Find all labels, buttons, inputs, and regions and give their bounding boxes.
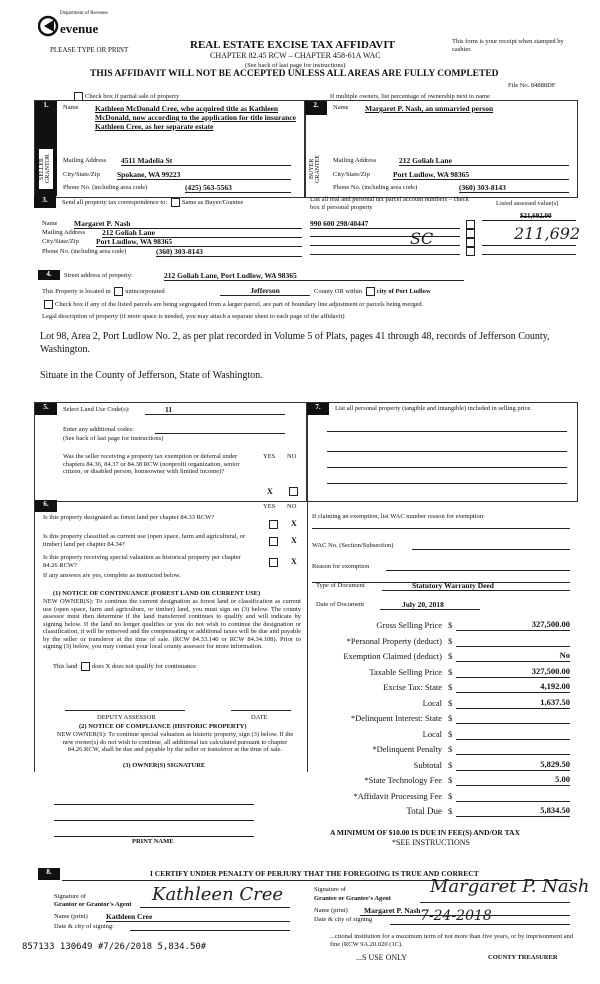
receipt-note: This form is your receipt when stamped by cashier. <box>452 38 564 53</box>
seller-phone-value: (425) 563-5563 <box>185 183 291 193</box>
grantee-sig-label-1: Signature of <box>314 886 346 893</box>
pp-line-4 <box>327 483 567 484</box>
form-chapter: CHAPTER 82.45 RCW – CHAPTER 458-61A WAC <box>210 51 381 60</box>
fee-row <box>306 773 574 789</box>
handwritten-initials: SC <box>410 229 434 248</box>
correspondence-label: Send all property tax correspondence to: <box>62 198 168 206</box>
city-of-label: city of Port Ludlow <box>376 287 431 295</box>
unincorporated-checkbox[interactable] <box>114 287 123 296</box>
fee-value: 1,637.50 <box>456 697 570 709</box>
seller-name-label: Name <box>63 104 79 111</box>
owner-signature-label: (3) OWNER(S) SIGNATURE <box>123 762 206 769</box>
file-number: File No. 84888DF <box>508 82 556 89</box>
section4-number: 4. <box>38 270 60 280</box>
land-use-value: 11 <box>145 405 285 415</box>
s6-no: NO <box>287 503 297 510</box>
seller-city-value: Spokane, WA 99223 <box>117 170 291 180</box>
q2-yes-checkbox[interactable] <box>269 537 278 546</box>
grantee-name-label: Name (print) <box>314 907 348 914</box>
fee-row <box>306 680 574 696</box>
buyer-vertical-label: BUYER GRANTEE <box>309 155 321 183</box>
forest-section <box>34 500 308 772</box>
fee-currency: $ <box>448 728 453 739</box>
correspondence-section <box>34 196 581 258</box>
exemption-line-1 <box>312 528 570 529</box>
fee-label: Gross Selling Price <box>376 620 442 630</box>
same-as-buyer-label: Same as Buyer/Grantee <box>181 198 244 206</box>
fee-value <box>456 635 570 647</box>
city-checkbox[interactable] <box>366 287 375 296</box>
fee-label: Local <box>422 697 442 708</box>
q2-no-mark: X <box>291 536 297 545</box>
fee-label: Total Due <box>406 806 442 816</box>
grantor-sig-label-1: Signature of <box>54 893 86 900</box>
fee-currency: $ <box>448 775 453 785</box>
fee-value: 327,500.00 <box>456 619 570 631</box>
seller-name-value: Kathleen McDonald Cree, who acquired title as Kathleen McDonald, now according to the application for title insurance Kathleen Cree, as her separate estate <box>95 104 296 131</box>
s3-phone-label: Phone No. (including area code) <box>42 248 127 255</box>
form-notice: THIS AFFIDAVIT WILL NOT BE ACCEPTED UNLESS ALL AREAS ARE FULLY COMPLETED <box>90 69 499 79</box>
q1-no-mark: X <box>291 519 297 528</box>
s3-name-label: Name <box>42 220 58 227</box>
notice2-text: NEW OWNER(S): To continue special valuation as historic property, sign (3) below. If the new owner(s) do not wish to continue, all additional tax calculated pursuant to chapter 84.26 RCW, shall be due and payable by the seller or transferor at the time of sale. <box>56 731 294 753</box>
exemption-label: If claiming an exemption, list WAC number reason for exemption: <box>312 513 485 520</box>
logo-caption: Department of Revenue <box>60 11 108 16</box>
unincorporated-label: unincorporated <box>125 287 165 295</box>
perjury-note: ...ctional institution for a maximum term of not more than five years, or by imprisonment and fine (RCW 9A.20.020 (1C). <box>330 933 574 948</box>
grantee-date-value: 7-24-2018 <box>420 908 492 924</box>
minimum-note: A MINIMUM OF $10.00 IS DUE IN FEE(S) AND/OR TAX <box>330 828 520 837</box>
does-checkbox[interactable] <box>81 662 90 671</box>
fee-value <box>456 790 570 802</box>
wac-line <box>412 549 570 550</box>
certify-statement: I CERTIFY UNDER PENALTY OF PERJURY THAT THE FOREGOING IS TRUE AND CORRECT <box>150 869 479 878</box>
parcel-line-2 <box>310 236 460 237</box>
fee-label: *Affidavit Processing Fee <box>353 790 442 801</box>
fee-currency: $ <box>448 744 453 754</box>
s3-name-value: Margaret P. Nash <box>74 219 302 229</box>
partial-sale-label: Check box if partial sale of property <box>85 92 180 100</box>
pp-line-2 <box>327 451 567 452</box>
fee-value: 5,829.50 <box>456 759 570 771</box>
handwritten-assessed: 211,692 <box>514 224 581 243</box>
grantee-date-label: Date & city of signing <box>314 916 373 923</box>
fee-label: Local <box>422 728 442 739</box>
form-title: REAL ESTATE EXCISE TAX AFFIDAVIT <box>190 39 395 51</box>
svg-text:evenue: evenue <box>60 21 98 36</box>
grantee-date-line <box>390 924 570 925</box>
fee-label: *Delinquent Penalty <box>372 744 442 754</box>
assessed-struck-value: $21,692.00 <box>520 212 552 220</box>
fee-currency: $ <box>448 651 453 661</box>
seller-phone-label: Phone No. (including area code) <box>63 184 148 191</box>
fee-currency: $ <box>448 682 453 692</box>
form-instructions: (See back of last page for instructions) <box>245 62 346 69</box>
fee-value: 5.00 <box>456 774 570 786</box>
deputy-line <box>65 710 185 711</box>
street-label: Street address of property: <box>64 272 133 279</box>
continuance-row <box>53 662 196 671</box>
fee-row <box>306 634 574 650</box>
county-or-label: County OR within <box>314 287 363 295</box>
does-not-label: X does not qualify for continuance <box>105 662 196 670</box>
legal-description: Lot 98, Area 2, Port Ludlow No. 2, as per plat recorded in Volume 5 of Plats, pages 41 through 48, records of Jefferson County, Washington. <box>40 331 550 355</box>
parcel-line-4 <box>310 254 460 255</box>
owner-sig-line-2 <box>54 820 254 821</box>
fee-label: Subtotal <box>413 759 442 770</box>
reason-line <box>386 570 570 571</box>
county-treasurer-label: COUNTY TREASURER <box>488 954 558 961</box>
q3-no-mark: X <box>291 557 297 566</box>
buyer-mailing-value: 212 Goliah Lane <box>399 156 569 166</box>
grantor-sig-line <box>140 907 290 908</box>
doc-date-label: Date of Document <box>316 601 365 608</box>
section6-number: 6. <box>35 500 57 512</box>
wac-label: WAC No. (Section/Subsection) <box>312 542 394 549</box>
deputy-date: DATE <box>251 714 268 721</box>
fee-row <box>306 618 574 634</box>
land-use-section <box>34 402 308 502</box>
fee-currency: $ <box>448 635 453 646</box>
fee-currency: $ <box>448 666 453 677</box>
seller-vertical-label: SELLER GRANTOR <box>39 149 53 189</box>
property-section <box>34 270 576 390</box>
s6-q2: Is this property classified as current use (open space, farm and agricultural, or timber) land per chapter 84.34? <box>43 533 246 548</box>
buyer-phone-value: (360) 303-8143 <box>459 183 569 193</box>
print-name-line <box>54 836 254 837</box>
grantee-name-value: Margaret P. Nash <box>360 906 570 916</box>
assessed-line-3 <box>482 254 576 255</box>
additional-codes-note: (See back of last page for instructions) <box>63 435 164 442</box>
s5-no-checkbox[interactable] <box>289 487 298 496</box>
owner-sig-line-1 <box>54 804 254 805</box>
personal-property-section <box>306 402 578 502</box>
fee-currency: $ <box>448 697 453 708</box>
parcel-2-checkbox[interactable] <box>466 229 475 238</box>
buyer-city-value: Port Ludlow, WA 98365 <box>393 170 569 180</box>
parcel-3-checkbox[interactable] <box>466 238 475 247</box>
use-only-label: ...S USE ONLY <box>356 953 407 962</box>
fee-label: Exemption Claimed (deduct) <box>343 651 442 661</box>
pp-line-3 <box>327 467 567 468</box>
doc-type-value: Statutory Warranty Deed <box>382 581 570 591</box>
fee-currency: $ <box>448 759 453 770</box>
segregated-row <box>42 300 423 309</box>
s5-yes: YES <box>263 453 276 460</box>
seller-mailing-label: Mailing Address <box>63 157 107 164</box>
q3-yes-checkbox[interactable] <box>269 558 278 567</box>
if-any-yes: If any answers are yes, complete as instructed below. <box>43 572 181 579</box>
s3-city-label: City/State/Zip <box>42 238 79 245</box>
doc-date-value: July 20, 2018 <box>380 600 480 610</box>
pp-line-1 <box>327 431 567 432</box>
grantor-date-line <box>130 930 290 931</box>
grantee-sig-label-2: Grantee or Grantee's Agent <box>314 895 391 902</box>
assessed-line-2 <box>482 245 576 246</box>
grantee-signature: Margaret P. Nash <box>430 876 590 897</box>
buyer-number: 2. <box>305 101 327 115</box>
parcel-header: List all real and personal tax parcel account numbers – check box if personal property <box>310 196 469 211</box>
same-as-buyer-checkbox[interactable] <box>171 198 180 207</box>
s6-q1: Is this property designated as forest land per chapter 84.33 RCW? <box>43 514 215 521</box>
seller-mailing-value: 4511 Madelia St <box>121 156 291 166</box>
fee-currency: $ <box>448 806 453 816</box>
seller-number: 1. <box>35 101 57 196</box>
please-type: PLEASE TYPE OR PRINT <box>50 46 129 54</box>
exemption-question: Was the seller receiving a property tax exemption or deferral under chapters 84.36, 84.37 or 84.38 RCW (nonprofit organization, senior citizen, or disabled person, homeowner with limited income)? <box>63 453 240 475</box>
doc-type-label: Type of Document <box>316 582 365 589</box>
grantee-sig-line <box>420 902 570 903</box>
section8-number: 8. <box>38 868 60 880</box>
land-use-label: Select Land Use Code(s): <box>63 406 130 413</box>
fee-value <box>456 743 570 755</box>
s3-city-value: Port Ludlow, WA 98365 <box>96 237 302 247</box>
fee-row <box>306 665 574 681</box>
date-line <box>231 710 291 711</box>
buyer-name-label: Name <box>333 104 349 111</box>
street-value: 212 Goliah Lane, Port Ludlow, WA 98365 <box>164 271 464 281</box>
fee-value <box>456 728 570 740</box>
located-label: This Property is located in <box>42 287 111 295</box>
notice1-text: NEW OWNER(S): To continue the current designation as forest land or classification as current use (open space, farm and agriculture, or timber) land, you must sign on (3) below. The county assessor must then determine if the land transferred continues to qualify and will indicate by signing below. If the land no longer qualifies or you do not wish to continue the designation or classification, it will be removed and the compensating or additional taxes will be due and payable by the seller or transferor at the time of sale. (RCW 84.33.140 or RCW 84.34.108). Prior to signing (3) below, you may contact your local county assessor for more information. <box>43 598 301 650</box>
does-label: does <box>92 662 104 670</box>
buyer-phone-label: Phone No. (including area code) <box>333 184 418 191</box>
fee-value: 5,834.50 <box>456 805 570 817</box>
fee-row <box>306 649 574 665</box>
fee-row <box>306 742 574 758</box>
s6-q3: Is this property receiving special valuation as historical property per chapter 84.26 RCW? <box>43 554 241 569</box>
fee-value: 4,192.00 <box>456 681 570 693</box>
section7-number: 7. <box>307 403 329 415</box>
located-row <box>42 287 165 296</box>
additional-codes-label: Enter any additional codes: <box>63 426 134 433</box>
section3-number: 3. <box>34 196 56 208</box>
grantor-name-value: Kathleen Cree <box>106 912 290 922</box>
county-value: Jefferson <box>220 286 310 296</box>
seller-section <box>34 100 306 198</box>
fee-label: *State Technology Fee <box>364 775 442 785</box>
grantor-name-label: Name (print) <box>54 913 88 920</box>
fee-currency: $ <box>448 713 453 723</box>
s3-phone-value: (360) 303-8143 <box>156 247 302 257</box>
fee-row <box>306 804 574 820</box>
buyer-section <box>304 100 578 198</box>
assessed-line-1 <box>482 220 576 221</box>
fee-value <box>456 712 570 724</box>
fee-label: *Delinquent Interest: State <box>350 713 442 723</box>
notice2-title: (2) NOTICE OF COMPLIANCE (HISTORIC PROPERTY) <box>79 723 247 730</box>
parcel-4-checkbox[interactable] <box>466 247 475 256</box>
seller-city-label: City/State/Zip <box>63 171 100 178</box>
fee-currency: $ <box>448 620 453 630</box>
s5-no: NO <box>287 453 297 460</box>
legal-label: Legal description of property (if more space is needed, you may attach a separate sheet to each page of the affidavit) <box>42 313 345 320</box>
personal-property-label: List all personal property (tangible and intangible) included in selling price. <box>335 405 532 412</box>
fee-table <box>306 618 574 820</box>
buyer-name-value: Margaret P. Nash, an unmarried person <box>365 104 494 113</box>
fee-label: Taxable Selling Price <box>369 666 442 677</box>
section5-number: 5. <box>35 403 57 415</box>
parcel-value: 990 600 298/40447 <box>310 219 460 229</box>
fee-row <box>306 758 574 774</box>
grantor-sig-label-2: Grantor or Grantor's Agent <box>54 901 132 908</box>
buyer-city-label: City/State/Zip <box>333 171 370 178</box>
deputy-assessor: DEPUTY ASSESSOR <box>97 714 156 721</box>
fee-value: No <box>456 650 570 662</box>
grantor-date-label: Date & city of signing: <box>54 923 114 930</box>
print-name-label: PRINT NAME <box>132 838 174 845</box>
additional-codes-line <box>155 433 285 434</box>
fee-label: Excise Tax: State <box>383 682 442 692</box>
assessed-header: Listed assessed value(s) <box>496 200 559 207</box>
fee-row <box>306 789 574 805</box>
section3-label <box>62 198 243 207</box>
fee-currency: $ <box>448 790 453 801</box>
fee-value: 327,500.00 <box>456 666 570 678</box>
notice1-title: (1) NOTICE OF CONTINUANCE (FOREST LAND OR CURRENT USE) <box>53 590 261 597</box>
parcel-1-checkbox[interactable] <box>466 220 475 229</box>
fee-row <box>306 696 574 712</box>
parcel-line-3 <box>310 245 460 246</box>
fee-row <box>306 727 574 743</box>
reason-label: Reason for exemption <box>312 563 370 570</box>
grantor-signature: Kathleen Cree <box>152 884 284 905</box>
s6-yes: YES <box>263 503 276 510</box>
county-or-row <box>314 287 431 296</box>
segregated-checkbox[interactable] <box>44 300 53 309</box>
s5-yes-mark: X <box>267 487 273 496</box>
q1-yes-checkbox[interactable] <box>269 520 278 529</box>
recording-stamp: 857133 130649 #7/26/2018 5,834.50# <box>22 942 207 952</box>
buyer-mailing-label: Mailing Address <box>333 157 377 164</box>
multiple-owners: If multiple owners, list percentage of ownership next to name <box>330 93 490 100</box>
this-land-label: This land <box>53 662 78 670</box>
s3-mailing-value: 212 Goliah Lane <box>102 228 302 238</box>
see-instructions: *SEE INSTRUCTIONS <box>392 838 471 847</box>
fee-row <box>306 711 574 727</box>
situate-text: Situate in the County of Jefferson, State of Washington. <box>40 370 263 381</box>
fee-label: *Personal Property (deduct) <box>346 635 442 646</box>
segregated-label: Check box if any of the listed parcels are being segregated from a larger parcel, are part of boundary line adjustment or parcels being merged. <box>55 300 424 308</box>
s3-mailing-label: Mailing Address <box>42 229 86 236</box>
